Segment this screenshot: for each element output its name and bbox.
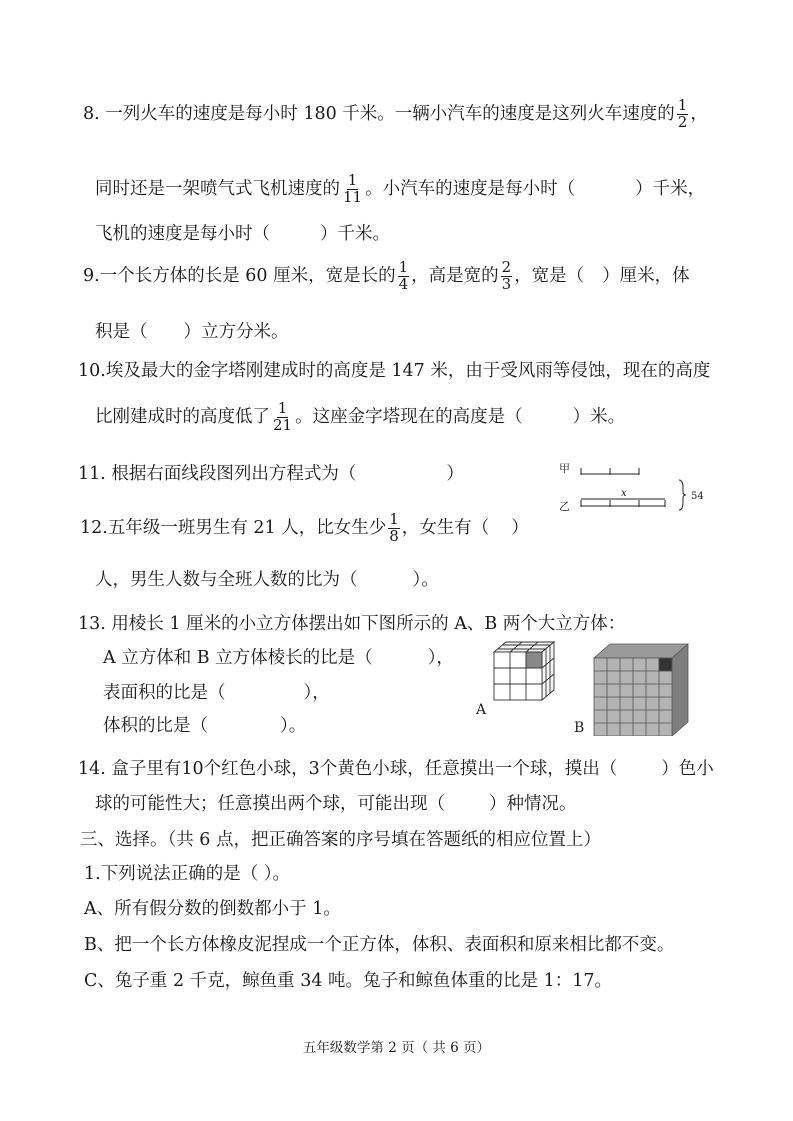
label-jia: 甲 [559,462,570,475]
q12-line2: 人，男生人数与全班人数的比为（ ）。 [95,570,439,590]
fraction: $\frac{1}{21}$ [273,399,293,434]
q8-line3: 飞机的速度是每小时（ ）千米。 [95,224,390,244]
q9-line2: 积是（ ）立方分米。 [95,322,289,342]
q14-line2: 球的可能性大；任意摸出两个球，可能出现（ ）种情况。 [95,794,577,814]
q8-line1: 8. 一列火车的速度是每小时 180 千米。一辆小汽车的速度是这列火车速度的 $\frac{1}{2}$ ， [83,96,708,131]
fraction: $\frac{1}{8}$ [389,510,399,545]
cube-b [594,644,688,736]
section3-q1: 1.下列说法正确的是（ ）。 [84,864,291,884]
option-b: B、把一个长方体橡皮泥捏成一个正方体，体积、表面积和原来相比都不变。 [84,935,675,955]
label-b: B [574,720,585,736]
segment-yi [581,480,686,510]
page-footer: 五年级数学第 2 页（ 共 6 页） [302,1040,491,1056]
option-c: C、兔子重 2 千克，鲸鱼重 34 吨。兔子和鲸鱼体重的比是 1：17。 [84,971,613,991]
fraction: $\frac{1}{4}$ [398,258,409,293]
q13-line4: 体积的比是（ ）。 [103,716,307,736]
q14-line1: 14. 盒子里有10个红色小球，3个黄色小球，任意摸出一个球，摸出（ ）色小 [78,759,714,779]
fraction: $\frac{2}{3}$ [501,258,512,293]
q11-line: 11. 根据右面线段图列出方程式为（ ） [78,464,464,484]
label-a: A [476,702,487,718]
cube-figures [470,636,700,736]
option-a: A、所有假分数的倒数都小于 1。 [84,899,341,919]
q9-line1: 9.一个长方体的长是 60 厘米，宽是长的 $\frac{1}{4}$ ，高是宽的 $\frac{2}{3}$ ，宽是（ ）厘米，体 [83,258,690,293]
q10-line1: 10.埃及最大的金字塔刚建成时的高度是 147 米，由于受风雨等侵蚀，现在的高度 [78,361,711,381]
fraction: $\frac{1}{11}$ [343,171,363,206]
q13-line1: 13. 用棱长 1 厘米的小立方体摆出如下图所示的 A、B 两个大立方体： [78,614,626,634]
section3-title: 三、选择。（共 6 点，把正确答案的序号填在答题纸的相应位置上） [80,830,602,850]
q12-line1: 12.五年级一班男生有 21 人，比女生少 $\frac{1}{8}$ ，女生有（ ） [80,510,529,545]
q8-line2: 同时还是一架喷气式飞机速度的 $\frac{1}{11}$ 。小汽车的速度是每小时（ ）千米， [95,171,706,206]
q13-line3: 表面积的比是（ ）， [103,683,330,703]
q10-line2: 比刚建成时的高度低了 $\frac{1}{21}$ 。这座金字塔现在的高度是（ ）米。 [95,399,626,434]
label-yi: 乙 [559,500,570,513]
cube-a [494,642,554,700]
fraction: $\frac{1}{2}$ [677,96,688,131]
q13-line2: A 立方体和 B 立方体棱长的比是（ ）， [103,648,454,668]
label-total: 54 [691,491,704,502]
segment-diagram [555,458,715,518]
label-x: x [621,488,627,499]
segment-jia [581,468,639,475]
